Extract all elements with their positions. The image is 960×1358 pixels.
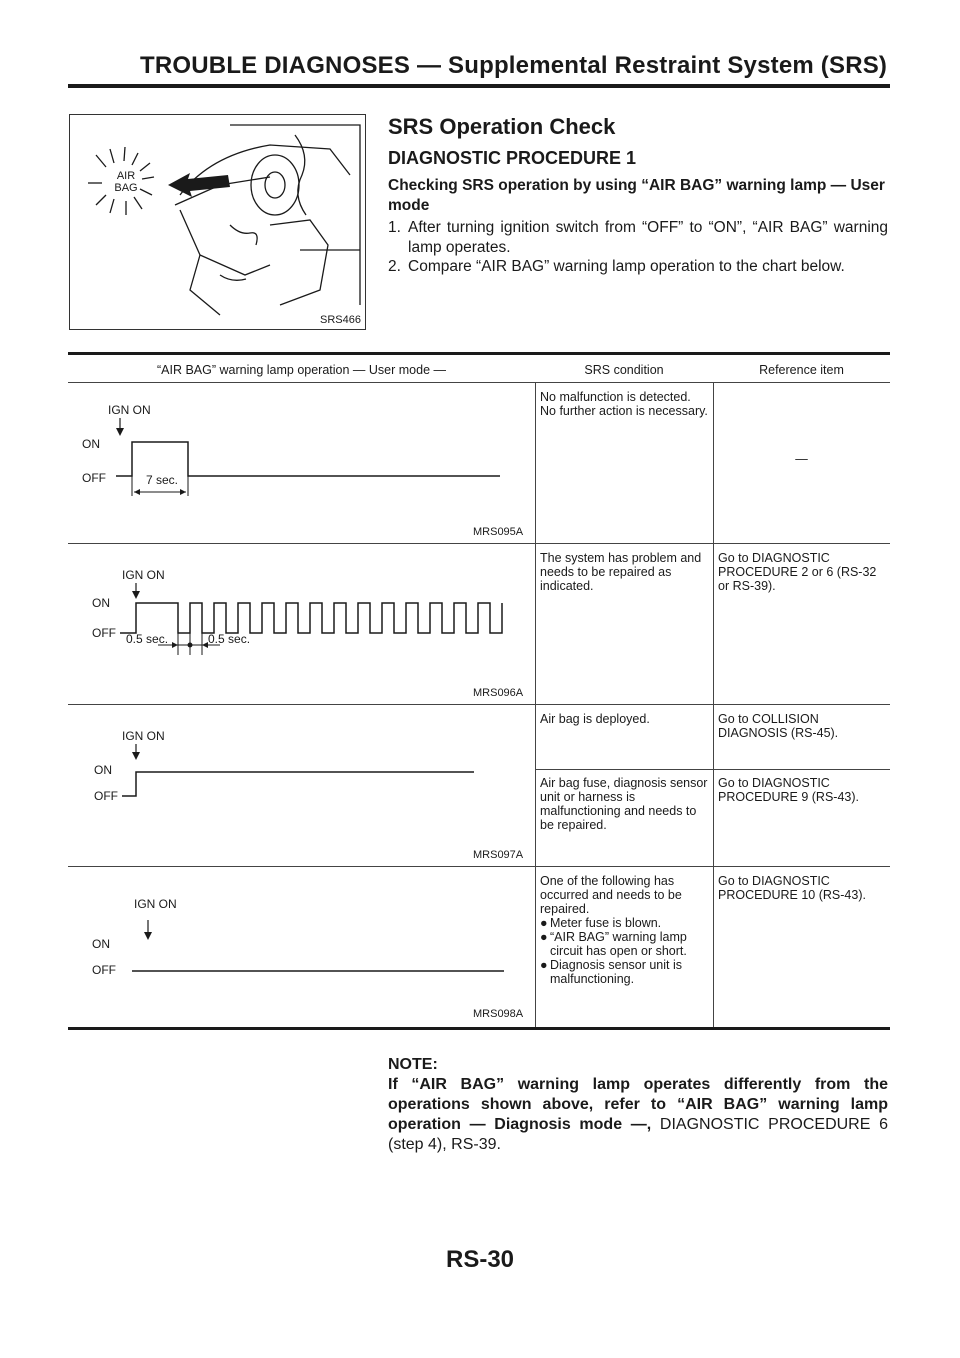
condition-cell: No malfunction is detected. No further action is necessary.: [540, 390, 708, 418]
condition-cell: Air bag fuse, diagnosis sensor unit or harness is malfunctioning and needs to be repaired.: [540, 776, 708, 832]
ign-on-label: IGN ON: [108, 403, 151, 417]
reference-cell: —: [795, 452, 808, 466]
condition-intro: One of the following has occurred and needs to be repaired.: [540, 874, 682, 916]
page-number: RS-30: [445, 1246, 515, 1273]
reference-cell: Go to DIAGNOSTIC PROCEDURE 2 or 6 (RS-32 or RS-39).: [718, 551, 877, 593]
step-item: [388, 257, 888, 277]
condition-cell: The system has problem and needs to be repaired as indicated.: [540, 551, 702, 593]
off-label: OFF: [82, 471, 106, 485]
time-label-7sec: 7 sec.: [146, 473, 179, 487]
column-header-lamp: “AIR BAG” warning lamp operation — User mode —: [157, 363, 446, 377]
reference-cell: Go to COLLISION DIAGNOSIS (RS-45).: [718, 712, 839, 740]
waveform-steady-7sec: [68, 384, 535, 544]
arrow-icon: [168, 173, 230, 197]
figure-code: MRS096A: [473, 687, 524, 699]
waveform-flashing: [68, 545, 535, 705]
column-divider: [713, 382, 714, 1028]
note-block: [388, 1055, 888, 1155]
ign-on-label: IGN ON: [122, 729, 165, 743]
waveform-continuous-on: [68, 706, 535, 866]
waveform-always-off: [68, 868, 535, 1023]
on-label: ON: [94, 763, 112, 777]
lamp-text-air: AIR: [116, 170, 136, 182]
step-text: After turning ignition switch from “OFF” to “ON”, “AIR BAG” warning lamp operates.: [408, 219, 888, 256]
procedure-title: DIAGNOSTIC PROCEDURE 1: [388, 148, 637, 168]
note-bold-text: If “AIR BAG” warning lamp operates differently from the operations shown above, refer to “AIR BAG” warning lamp operation — Diagnosis mode —,: [388, 1076, 888, 1133]
time-label-half-sec: 0.5 sec.: [126, 632, 169, 646]
reference-cell: Go to DIAGNOSTIC PROCEDURE 10 (RS-43).: [718, 874, 866, 902]
on-label: ON: [92, 596, 110, 610]
on-label: ON: [92, 937, 110, 951]
ign-on-label: IGN ON: [134, 897, 177, 911]
row-rule: [68, 866, 890, 867]
list-item: [540, 958, 710, 986]
section-title: SRS Operation Check: [388, 114, 616, 139]
step-text: Compare “AIR BAG” warning lamp operation to the chart below.: [408, 258, 845, 275]
header-rule: [68, 84, 890, 88]
condition-cell: [540, 874, 710, 986]
step-item: [388, 218, 888, 257]
lamp-text-bag: BAG: [114, 182, 138, 194]
list-item: [540, 916, 710, 930]
list-item: [540, 930, 710, 958]
bullet-text: “AIR BAG” warning lamp circuit has open or short.: [550, 930, 687, 958]
figure-code: SRS466: [320, 314, 361, 326]
condition-bullet-list: [540, 916, 710, 986]
on-label: ON: [82, 437, 100, 451]
step-number: 1.: [388, 219, 401, 236]
figure-code: MRS098A: [473, 1008, 524, 1020]
off-label: OFF: [92, 626, 116, 640]
off-label: OFF: [92, 963, 116, 977]
table-top-rule: [68, 352, 890, 355]
note-plain-text: DIAGNOSTIC PROCEDURE 6 (step 4), RS-39.: [388, 1116, 889, 1153]
ign-on-label: IGN ON: [122, 568, 165, 582]
srs-illustration: [69, 114, 366, 330]
column-header-condition: SRS condition: [584, 363, 664, 377]
column-divider: [535, 382, 536, 1028]
column-header-reference: Reference item: [759, 363, 844, 377]
reference-cell: Go to DIAGNOSTIC PROCEDURE 9 (RS-43).: [718, 776, 859, 804]
header-rule-line: [68, 382, 890, 383]
page-header-title: TROUBLE DIAGNOSES — Supplemental Restraint System (SRS): [140, 52, 888, 79]
bullet-text: Meter fuse is blown.: [550, 916, 662, 930]
condition-cell: Air bag is deployed.: [540, 712, 650, 726]
bullet-icon: ●: [540, 916, 548, 930]
driver-seat-illustration: [70, 115, 367, 331]
off-label: OFF: [94, 789, 118, 803]
bullet-icon: ●: [540, 930, 548, 944]
bullet-icon: ●: [540, 958, 548, 972]
step-number: 2.: [388, 258, 401, 275]
step-list: [388, 218, 888, 277]
figure-code: MRS097A: [473, 849, 524, 861]
time-label-half-sec: 0.5 sec.: [208, 632, 251, 646]
figure-code: MRS095A: [473, 526, 524, 538]
bullet-text: Diagnosis sensor unit is malfunctioning.: [550, 958, 683, 986]
row-rule: [535, 769, 890, 770]
sub-heading: Checking SRS operation by using “AIR BAG” warning lamp — User mode: [388, 177, 885, 214]
table-bottom-rule: [68, 1027, 890, 1030]
note-label: NOTE:: [388, 1056, 438, 1073]
